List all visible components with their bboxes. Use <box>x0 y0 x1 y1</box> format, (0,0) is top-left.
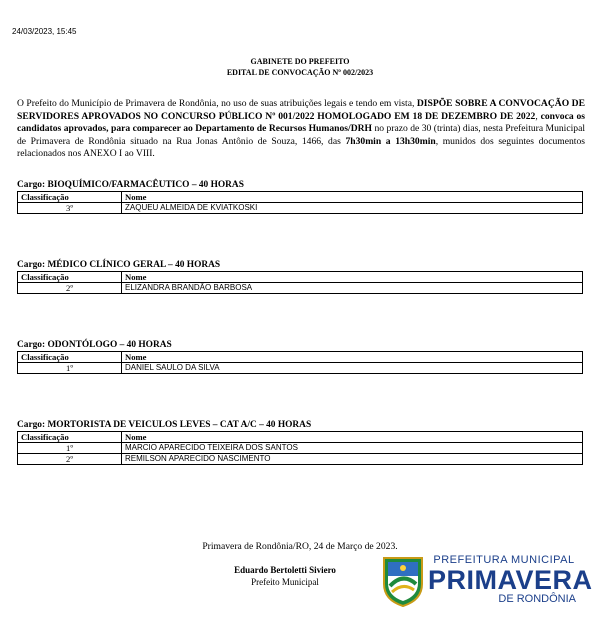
cargo-section-bioquimico <box>17 179 583 214</box>
table-header-row <box>18 432 583 443</box>
signatory-name: Eduardo Bertoletti Siviero <box>234 565 336 575</box>
header-office: GABINETE DO PREFEITO <box>250 57 350 66</box>
intro-bold-3: 7h30min a 13h30min <box>345 135 436 147</box>
cell-classificacao: 1º <box>18 443 122 454</box>
candidates-table <box>17 351 583 374</box>
cell-classificacao: 2º <box>18 454 122 465</box>
table-header-row <box>18 192 583 203</box>
logo-text <box>428 554 593 606</box>
table-header-row <box>18 352 583 363</box>
intro-text-1: O Prefeito do Município de Primavera de Rondônia, no uso de suas atribuições legais e tendo em vista, <box>17 98 417 109</box>
candidates-table <box>17 191 583 214</box>
cell-classificacao: 2º <box>18 283 122 294</box>
intro-text-4: , munidos dos seguintes documentos relacionados nos ANEXO I ao VIII. <box>17 135 585 159</box>
cell-nome: MARCIO APARECIDO TEIXEIRA DOS SANTOS <box>122 443 583 454</box>
logo-line-rondonia: DE RONDÔNIA <box>498 593 576 605</box>
candidates-table <box>17 271 583 294</box>
table-row <box>18 363 583 374</box>
cell-classificacao: 3º <box>18 203 122 214</box>
column-header-classificacao: Classificação <box>18 272 122 283</box>
signatory-role: Prefeito Municipal <box>251 577 319 587</box>
cell-classificacao: 1º <box>18 363 122 374</box>
column-header-classificacao: Classificação <box>18 352 122 363</box>
table-row <box>18 454 583 465</box>
intro-text-3: no prazo de 30 (trinta) dias, nesta Prefeitura Municipal de Primavera de Rondônia situado na Rua Jonas Antônio de Souza, 1466, das <box>17 123 585 147</box>
cargo-section-odontologo <box>17 339 583 374</box>
header-edital-title: EDITAL DE CONVOCAÇÃO Nº 002/2023 <box>226 68 374 77</box>
coat-of-arms-icon <box>380 554 426 608</box>
column-header-classificacao: Classificação <box>18 192 122 203</box>
signature-date: Primavera de Rondônia/RO, 24 de Março de 2023. <box>202 541 398 552</box>
municipality-logo <box>380 554 593 608</box>
column-header-classificacao: Classificação <box>18 432 122 443</box>
cargo-section-motorista <box>17 419 583 465</box>
intro-bold-2: convoca os candidatos aprovados, para comparecer ao Departamento de Recursos Humanos/DRH <box>17 110 585 134</box>
cargo-title: Cargo: BIOQUÍMICO/FARMACÊUTICO – 40 HORAS <box>17 180 244 190</box>
cargo-title: Cargo: ODONTÓLOGO – 40 HORAS <box>17 340 172 350</box>
cell-nome: DANIEL SAULO DA SILVA <box>122 363 583 374</box>
table-row <box>18 283 583 294</box>
logo-line-prefeitura: PREFEITURA MUNICIPAL <box>433 554 575 566</box>
intro-text-2: , <box>535 110 541 122</box>
column-header-nome: Nome <box>122 432 583 443</box>
column-header-nome: Nome <box>122 192 583 203</box>
intro-paragraph <box>17 98 585 161</box>
table-header-row <box>18 272 583 283</box>
cell-nome: ELIZANDRA BRANDÃO BARBOSA <box>122 283 583 294</box>
cargo-section-medico <box>17 259 583 294</box>
intro-bold-1: DISPÕE SOBRE A CONVOCAÇÃO DE SERVIDORES APROVADOS NO CONCURSO PÚBLICO Nº 001/2022 HOMOLOGADO EM 18 DE DEZEMBRO DE 2022 <box>17 98 585 122</box>
document-header <box>0 56 600 78</box>
cargo-title: Cargo: MÉDICO CLÍNICO GERAL – 40 HORAS <box>17 260 221 270</box>
table-row <box>18 203 583 214</box>
candidates-table <box>17 431 583 465</box>
cell-nome: REMILSON APARECIDO NASCIMENTO <box>122 454 583 465</box>
cargo-title: Cargo: MORTORISTA DE VEICULOS LEVES – CAT A/C – 40 HORAS <box>17 420 312 430</box>
print-timestamp: 24/03/2023, 15:45 <box>12 27 77 36</box>
column-header-nome: Nome <box>122 352 583 363</box>
column-header-nome: Nome <box>122 272 583 283</box>
logo-line-primavera: PRIMAVERA <box>428 565 593 595</box>
cell-nome: ZAQUEU ALMEIDA DE KVIATKOSKI <box>122 203 583 214</box>
table-row <box>18 443 583 454</box>
